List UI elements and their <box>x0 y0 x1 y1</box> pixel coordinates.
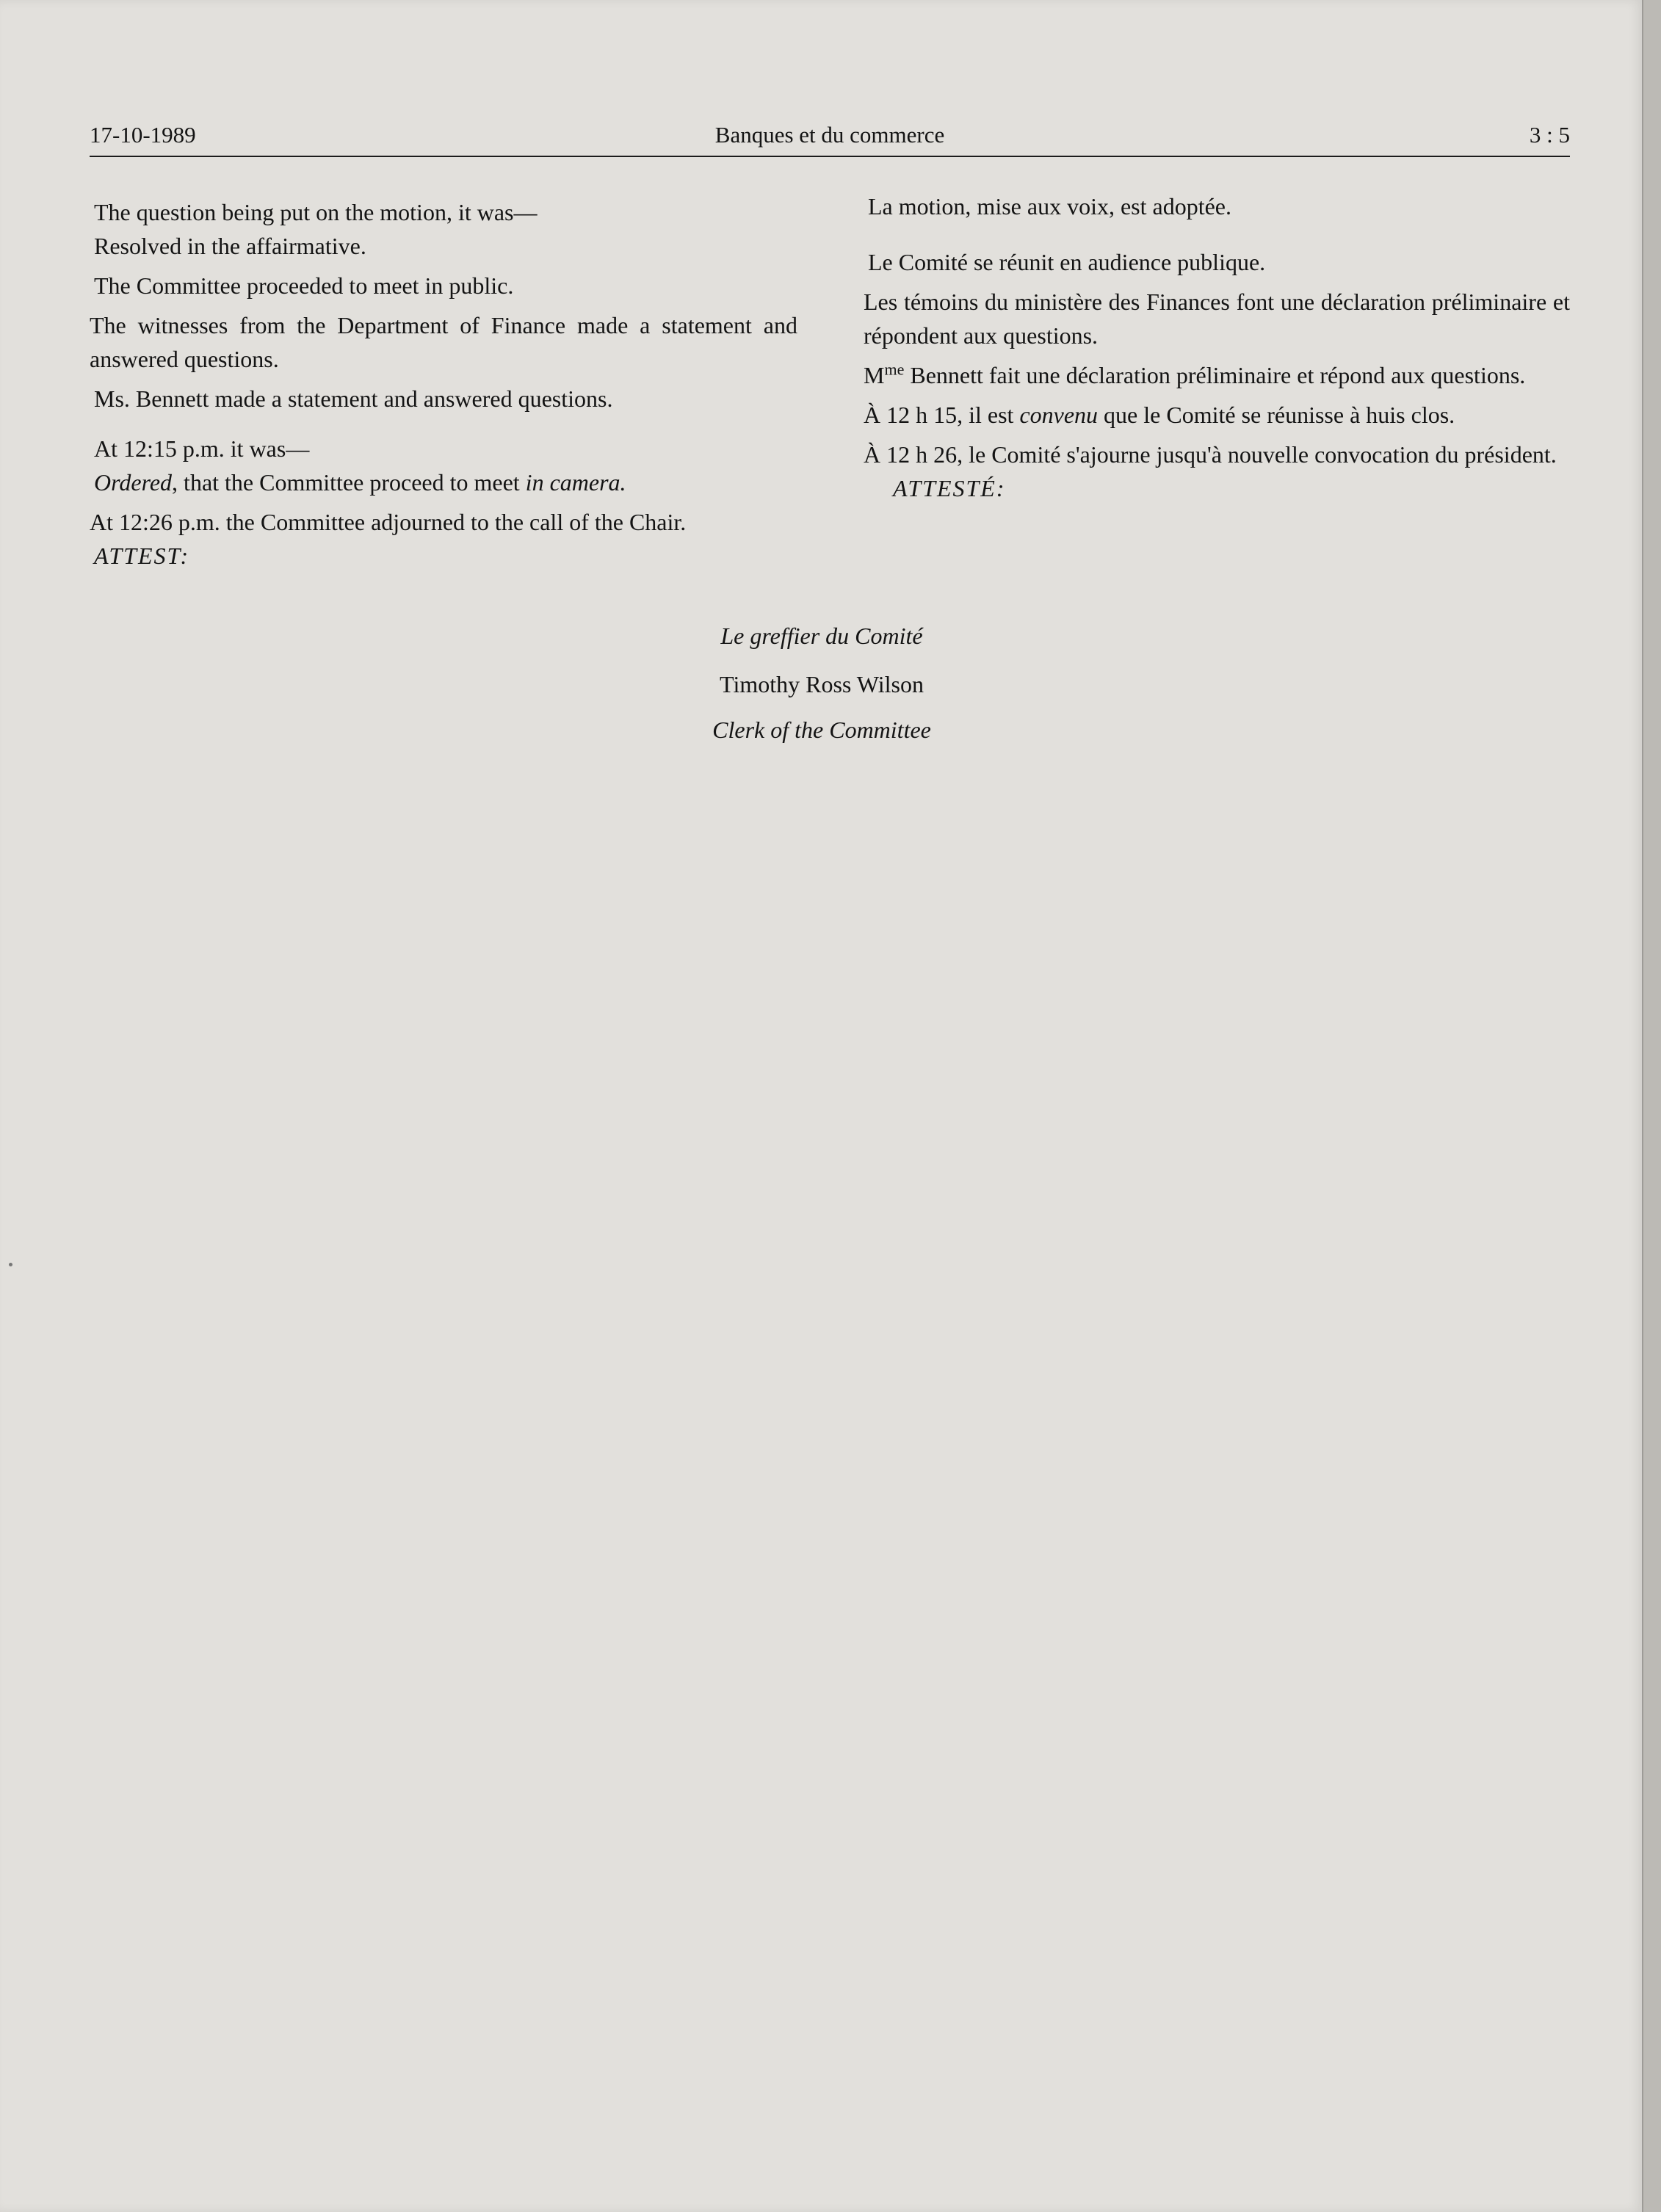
header-title: Banques et du commerce <box>714 122 945 148</box>
fr-audience-publique: Le Comité se réunit en audience publique. <box>868 249 1266 275</box>
fr-huis-clos <box>864 398 1570 432</box>
bleed-through-left <box>66 587 793 2166</box>
fr-huis-clos-a: À 12 h 15, il est <box>864 402 1020 428</box>
en-adjourned: At 12:26 p.m. the Committee adjourned to the call of the Chair. <box>90 509 687 535</box>
en-time-1215: At 12:15 p.m. it was— <box>94 435 310 462</box>
fr-bennett-sup: me <box>884 360 905 379</box>
en-ordered <box>90 465 797 499</box>
scan-edge <box>1642 0 1661 2212</box>
fr-convenu: convenu <box>1019 402 1099 428</box>
english-column <box>90 195 797 573</box>
signature-title-en: Clerk of the Committee <box>712 717 931 743</box>
en-question-put: The question being put on the motion, it was— <box>94 199 538 225</box>
en-witnesses: The witnesses from the Department of Finance made a statement and answered questions. <box>90 312 797 372</box>
fr-bennett-text: Bennett fait une déclaration préliminaire et répond aux questions. <box>904 362 1526 388</box>
en-resolved: Resolved in the affairmative. <box>94 233 366 259</box>
header-date: 17-10-1989 <box>90 122 196 148</box>
en-proceeded-public: The Committee proceeded to meet in public. <box>94 272 514 299</box>
signature-title-fr: Le greffier du Comité <box>720 623 923 649</box>
fr-ajourne: À 12 h 26, le Comité s'ajourne jusqu'à nouvelle convocation du président. <box>864 441 1557 468</box>
signature-name: Timothy Ross Wilson <box>720 671 924 697</box>
fr-temoins: Les témoins du ministère des Finances font une déclaration préliminaire et répondent aux questions. <box>864 289 1570 349</box>
en-attest: ATTEST: <box>94 543 190 569</box>
scan-speck <box>9 1263 12 1266</box>
en-ordered-word: Ordered <box>94 469 173 496</box>
en-in-camera: in camera. <box>525 469 626 496</box>
fr-bennett-m: M <box>864 362 885 388</box>
fr-attest: ATTESTÉ: <box>893 475 1006 501</box>
page-header <box>90 117 1570 157</box>
fr-motion: La motion, mise aux voix, est adoptée. <box>868 193 1231 220</box>
fr-huis-clos-c: que le Comité se réunisse à huis clos. <box>1098 402 1455 428</box>
french-column <box>864 189 1570 505</box>
fr-bennett <box>864 358 1570 392</box>
en-bennett: Ms. Bennett made a statement and answered questions. <box>94 385 613 412</box>
en-ordered-text: , that the Committee proceed to meet <box>172 469 526 496</box>
header-page-number: 3 : 5 <box>1529 122 1570 148</box>
